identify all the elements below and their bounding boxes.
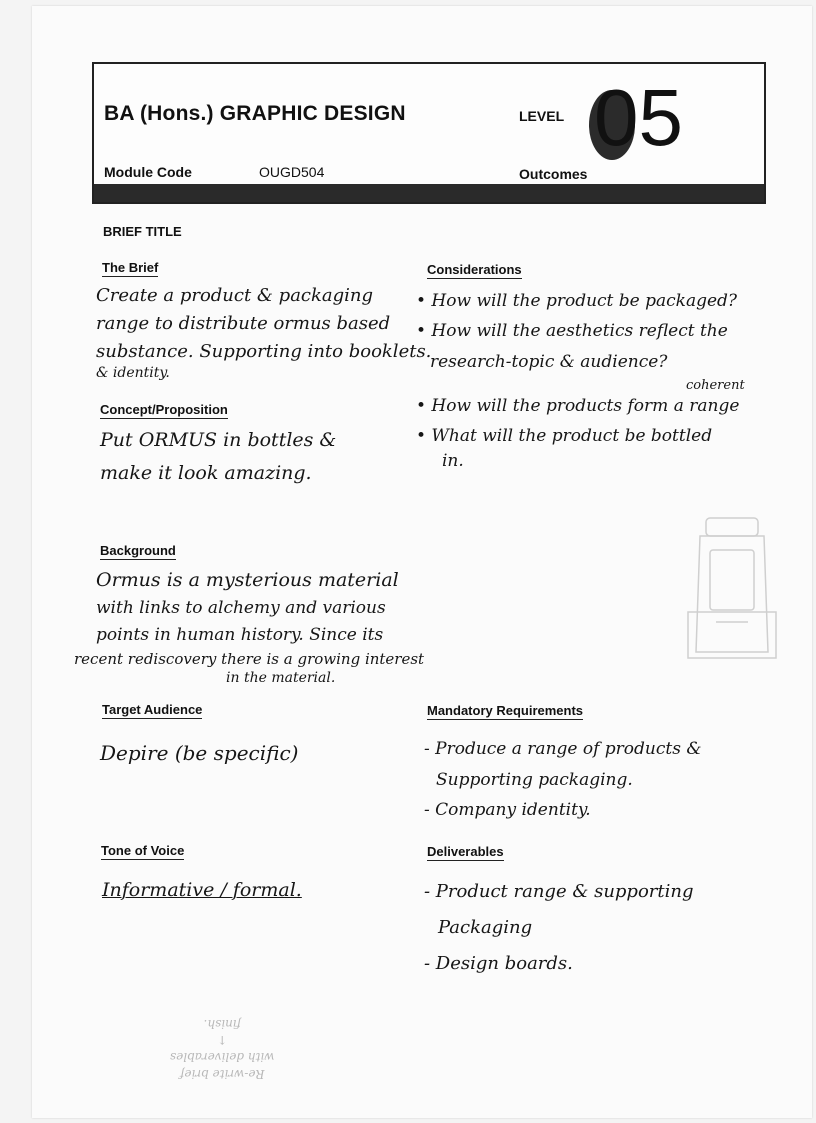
considerations-text	[416, 286, 745, 470]
mandatory-line: - Company identity.	[424, 800, 591, 821]
faint-bottle-sketch-icon	[686, 512, 778, 662]
considerations-line: coherent	[686, 377, 745, 393]
deliverables-line: - Product range & supporting	[424, 881, 694, 902]
background-line: with links to alchemy and various	[96, 598, 386, 619]
mandatory-requirements-text	[424, 734, 701, 826]
considerations-line: • What will the product be bottled	[416, 426, 713, 447]
brief-line: Create a product & packaging	[96, 285, 374, 306]
considerations-line: • How will the aesthetics reflect the	[416, 321, 728, 342]
concept-line: make it look amazing.	[100, 462, 312, 485]
background-line: Ormus is a mysterious material	[96, 569, 399, 591]
brief-line: & identity.	[96, 364, 170, 381]
deliverables-line: Packaging	[438, 917, 533, 938]
faint-note-line: Re-write brief	[179, 1067, 265, 1082]
course-title: BA (Hons.) GRAPHIC DESIGN	[104, 102, 406, 125]
level-number: 05	[594, 73, 683, 162]
mandatory-requirements-label: Mandatory Requirements	[427, 703, 584, 718]
target-audience-text	[100, 738, 298, 769]
target-audience-line: Depire (be specific)	[100, 741, 299, 765]
mandatory-line: Supporting packaging.	[436, 769, 633, 790]
background-line: recent rediscovery there is a growing interest	[74, 650, 425, 669]
the-brief-text	[96, 282, 431, 381]
concept-line: Put ORMUS in bottles &	[100, 429, 337, 451]
deliverables-line: - Design boards.	[424, 953, 573, 974]
faint-note-line: with deliverables	[170, 1050, 275, 1065]
deliverables-label: Deliverables	[427, 844, 504, 859]
deliverables-text	[424, 874, 694, 982]
header-bar	[94, 184, 764, 202]
considerations-line: • How will the products form a range	[416, 396, 740, 417]
background-label: Background	[100, 543, 176, 558]
brief-title-label: BRIEF TITLE	[103, 224, 182, 239]
concept-label: Concept/Proposition	[100, 402, 228, 417]
module-code-label: Module Code	[104, 164, 192, 180]
considerations-label: Considerations	[427, 262, 522, 277]
concept-text	[100, 424, 336, 491]
faint-note-line: ↑	[217, 1033, 228, 1048]
tone-line: Informative / formal.	[102, 879, 302, 901]
outcomes-label: Outcomes	[519, 166, 588, 182]
level-label: LEVEL	[519, 108, 565, 124]
considerations-line: • How will the product be packaged?	[416, 291, 738, 311]
brief-line: substance. Supporting into booklets.	[96, 340, 432, 362]
the-brief-label: The Brief	[102, 260, 159, 275]
background-line: points in human history. Since its	[96, 624, 384, 645]
faint-note-line: finish.	[203, 1016, 241, 1031]
faint-pencil-note	[170, 1015, 274, 1082]
background-text	[74, 566, 425, 687]
module-code: OUGD504	[259, 164, 325, 180]
background-line: in the material.	[226, 670, 336, 687]
considerations-line: research-topic & audience?	[430, 351, 668, 372]
tone-of-voice-label: Tone of Voice	[101, 843, 185, 858]
considerations-line: in.	[442, 450, 464, 471]
tone-of-voice-text	[102, 876, 302, 905]
target-audience-label: Target Audience	[102, 702, 203, 717]
mandatory-line: - Produce a range of products &	[424, 739, 702, 759]
brief-line: range to distribute ormus based	[96, 312, 391, 334]
brief-header	[92, 62, 766, 204]
